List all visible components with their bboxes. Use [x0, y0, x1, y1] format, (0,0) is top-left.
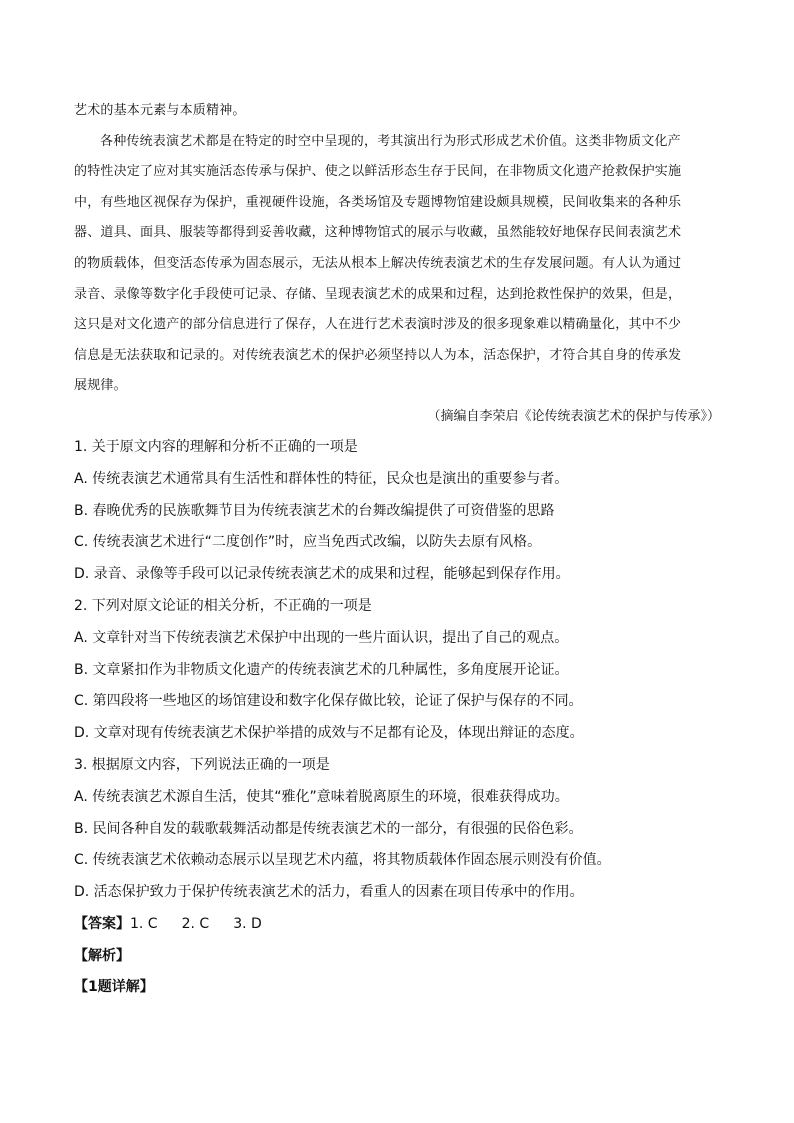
detail-row [74, 972, 720, 1004]
option-c: C. 第四段将一些地区的场馆建设和数字化保存做比较，论证了保护与保存的不同。 [74, 693, 583, 710]
passage-source: （摘编自李荣启《论传统表演艺术的保护与传承》） [427, 408, 720, 424]
answer-item: 1. C [130, 915, 158, 932]
passage-line: 信息是无法获取和记录的。对传统表演艺术的保护必须坚持以人为本，活态保护，才符合其自身的传承发 [74, 347, 682, 363]
option-b: B. 民间各种自发的载歌载舞活动都是传统表演艺术的一部分，有很强的民俗色彩。 [74, 820, 583, 837]
passage-line: 录音、录像等数字化手段使可记录、存储、呈现表演艺术的成果和过程，达到抢救性保护的效果，但是， [74, 286, 682, 302]
option-d: D. 活态保护致力于保护传统表演艺术的活力，看重人的因素在项目传承中的作用。 [74, 884, 584, 901]
option-b: B. 春晚优秀的民族歌舞节目为传统表演艺术的台舞改编提供了可资借鉴的思路 [74, 502, 555, 519]
passage-line: 艺术的基本元素与本质精神。 [74, 103, 246, 118]
option-c: C. 传统表演艺术进行“二度创作”时，应当免西式改编，以防失去原有风格。 [74, 534, 542, 551]
passage-line: 各种传统表演艺术都是在特定的时空中呈现的，考其演出行为形式形成艺术价值。这类非物质文化产 [100, 133, 681, 149]
question-3 [74, 750, 720, 909]
question-1 [74, 432, 720, 591]
option-d: D. 文章对现有传统表演艺术保护举措的成效与不足都有论及，体现出辩证的态度。 [74, 725, 584, 742]
answer-label: 【答案】 [74, 915, 130, 932]
analysis-row [74, 941, 720, 973]
passage-line: 的物质载体，但变活态传承为固态展示，无法从根本上解决传统表演艺术的生存发展问题。有人认为通过 [74, 255, 682, 271]
option-c: C. 传统表演艺术依赖动态展示以呈现艺术内蕴，将其物质载体作固态展示则没有价值。 [74, 852, 611, 869]
option-b: B. 文章紧扣作为非物质文化遗产的传统表演艺术的几种属性，多角度展开论证。 [74, 661, 569, 678]
passage-line: 的特性决定了应对其实施活态传承与保护、使之以鲜活形态生存于民间，在非物质文化遗产抢救保护实施 [74, 164, 682, 180]
document-page [74, 96, 720, 1004]
passage-line: 这只是对文化遗产的部分信息进行了保存，人在进行艺术表演时涉及的很多现象难以精确量化，其中不少 [74, 317, 682, 333]
passage-line: 展规律。 [74, 378, 127, 394]
analysis-label: 【解析】 [74, 947, 130, 964]
answer-item: 3. D [233, 915, 262, 932]
option-a: A. 传统表演艺术源自生活，使其“雅化”意味着脱离原生的环境，很难获得成功。 [74, 788, 569, 805]
question-stem: 2. 下列对原文论证的相关分析，不正确的一项是 [74, 597, 372, 614]
passage [74, 96, 720, 432]
question-2 [74, 591, 720, 750]
question-stem: 1. 关于原文内容的理解和分析不正确的一项是 [74, 438, 358, 455]
answer-row [74, 909, 720, 941]
question-stem: 3. 根据原文内容，下列说法正确的一项是 [74, 756, 330, 773]
passage-line: 器、道具、面具、服装等都得到妥善收藏，这种博物馆式的展示与收藏，虽然能较好地保存民间表演艺术 [74, 225, 682, 241]
option-a: A. 传统表演艺术通常具有生活性和群体性的特征，民众也是演出的重要参与者。 [74, 470, 569, 487]
option-d: D. 录音、录像等手段可以记录传统表演艺术的成果和过程，能够起到保存作用。 [74, 566, 570, 583]
passage-line: 中，有些地区视保存为保护，重视硬件设施，各类场馆及专题博物馆建设颇具规模，民间收集来的各种乐 [74, 194, 682, 210]
option-a: A. 文章针对当下传统表演艺术保护中出现的一些片面认识，提出了自己的观点。 [74, 629, 569, 646]
answer-item: 2. C [181, 915, 210, 932]
detail-label: 【1题详解】 [74, 979, 154, 996]
